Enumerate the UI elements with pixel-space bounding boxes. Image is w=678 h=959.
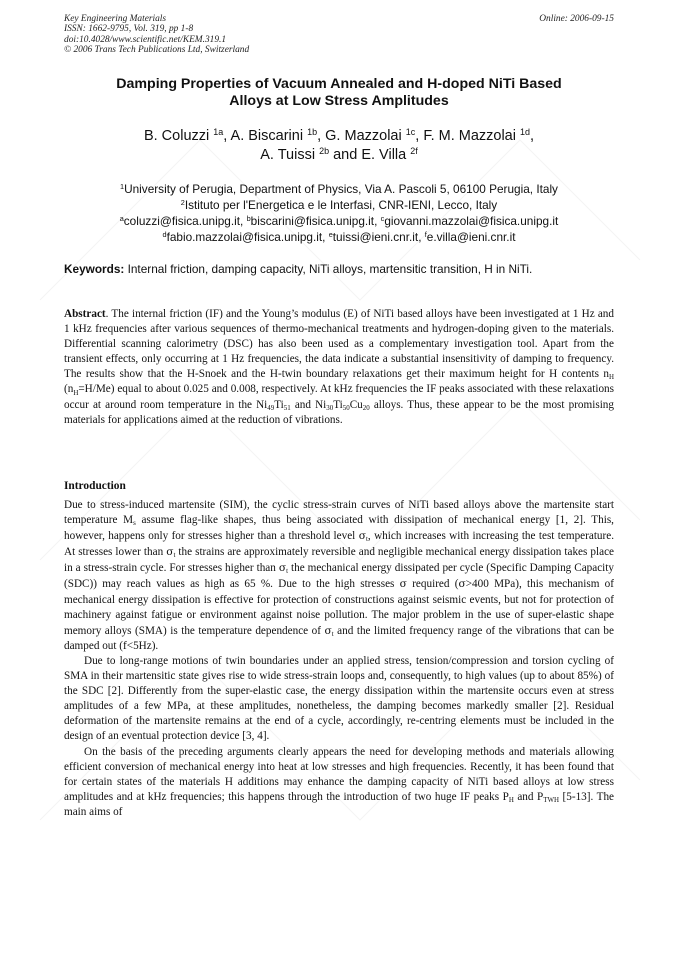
abstract-text: alloys. Thus, these appear to be the most promising materials for applications aimed at the reduction of vibrations. bbox=[64, 398, 614, 426]
subscript: t bbox=[331, 629, 334, 638]
paper-title bbox=[64, 76, 614, 110]
introduction-body bbox=[64, 498, 614, 820]
subscript: t bbox=[286, 567, 289, 576]
author-name: B. Coluzzi bbox=[143, 128, 210, 144]
email-link[interactable]: coluzzi@fisica.unipg.it bbox=[123, 214, 241, 228]
paragraph-text: [5-13]. The main aims of bbox=[64, 790, 615, 818]
journal-header bbox=[64, 14, 249, 55]
author-name: E. Villa bbox=[361, 147, 407, 163]
author-name: F. M. Mazzolai bbox=[423, 128, 516, 144]
paragraph-text: the mechanical energy dissipated per cycle (Specific Damping Capacity (SDC)) may reach values as high as 65 %. Due to the high stresses bbox=[64, 562, 614, 591]
sigma-symbol: σ bbox=[358, 529, 366, 543]
copyright-line: © 2006 Trans Tech Publications Ltd, Switzerland bbox=[64, 44, 250, 55]
online-date: Online: 2006-09-15 bbox=[539, 14, 614, 24]
paragraph-text: required ( bbox=[406, 578, 459, 591]
abstract-label: Abstract bbox=[64, 308, 106, 320]
affiliation-mark: 2 bbox=[180, 197, 185, 207]
affiliation-text: University of Perugia, Department of Physics, Via A. Pascoli 5, 06100 Perugia, Italy bbox=[124, 182, 558, 196]
author-affiliation-mark: 1a bbox=[213, 127, 224, 138]
author-affiliation-mark: 2f bbox=[410, 146, 418, 157]
abstract bbox=[64, 307, 614, 428]
subscript: TWH bbox=[543, 795, 560, 804]
author-affiliation-mark: 1b bbox=[307, 127, 318, 138]
abstract-text: and Ni bbox=[290, 398, 327, 411]
paragraph: Due to long-range motions of twin boundaries under an applied stress, tension/compression and torsion cycling of SMA in their martensitic state gives rise to wide stress-strain loops and, consequently, to high values (up to about 85%) of the SDC [2]. Differently from the super-elastic case, the energy dissipation within the martensite occurs even at stress amplitudes of a few MPa, at these amplitudes, nonetheless, the damping becomes markedly smaller [2]. Residual deformation of the martensite remains at the end of a cycle, accordingly, re-centring elements must be included in the design of an eventual protection device [3, 4]. bbox=[64, 654, 614, 743]
sigma-symbol: σ bbox=[324, 623, 332, 637]
subscript: H bbox=[508, 795, 514, 804]
author-line-2: A. Tuissi $^{2b}$ and E. Villa $^{2f}$ bbox=[260, 146, 418, 163]
subscript: 51 bbox=[283, 403, 291, 412]
abstract-text: Cu bbox=[349, 398, 363, 411]
subscript: s bbox=[133, 519, 136, 528]
subscript: 30 bbox=[326, 403, 334, 412]
author-affiliation-mark: 1d bbox=[520, 127, 531, 138]
paragraph-text: , which increases with increasing the test temperature. At stresses lower than bbox=[64, 530, 615, 559]
paragraph-text: and the limited frequency range of the vibrations that can be damped out (f<5Hz). bbox=[64, 624, 614, 652]
keywords-label: Keywords: bbox=[64, 262, 125, 276]
sigma-symbol: σ bbox=[399, 577, 407, 591]
subscript: 50 bbox=[342, 403, 350, 412]
abstract-text: (n bbox=[64, 383, 74, 396]
email-line-1: $^a$coluzzi@fisica.unipg.it, $^b$biscarini@fisica.unipg.it, $^c$giovanni.mazzolai@fisica.unipg.it bbox=[119, 213, 559, 228]
subscript: 20 bbox=[362, 403, 370, 412]
abstract-text: =H/Me) equal to about 0.025 and 0.008, respectively. At kHz frequencies the IF peaks associated with these relaxations occur at around room temperature in the Ni bbox=[64, 383, 614, 411]
keywords bbox=[64, 262, 616, 276]
affiliations bbox=[64, 181, 614, 245]
author-affiliation-mark: 2b bbox=[319, 146, 330, 157]
paragraph bbox=[64, 745, 614, 820]
email-mark: e bbox=[328, 229, 333, 239]
paragraph-text: assume flag-like shapes, thus being associated with dissipation of mechanical energy [1, 2]. This, however, happens only for stresses higher than a threshold level bbox=[64, 514, 614, 543]
abstract-text: . The internal friction (IF) and the Young’s modulus (E) of NiTi based alloys have been investigated at 1 Hz and 1 kHz frequencies after various sequences of thermo-mechanical treatments and hydrogen-doping given to the materials. Differential scanning calorimetry (DSC) has also been used as a complementary investigation tool. Apart from the transient effects, only occurring at 1 Hz frequencies, the data indicate a substantial insensitivity of damping to frequency. The results show that the H-Snoek and the H-twin boundary relaxations get their maximum height for H contents n bbox=[64, 308, 614, 381]
email-line-2: $^d$fabio.mazzolai@fisica.unipg.it, $^e$tuissi@ieni.cnr.it, $^f$e.villa@ieni.cnr.it bbox=[162, 229, 516, 244]
affiliation-1 bbox=[64, 181, 614, 197]
paragraph bbox=[64, 498, 614, 654]
author-name: A. Biscarini bbox=[230, 128, 304, 144]
email-link[interactable]: e.villa@ieni.cnr.it bbox=[426, 230, 516, 244]
email-mark: c bbox=[380, 213, 385, 223]
paragraph-text: Due to stress-induced martensite (SIM), the cyclic stress-strain curves of NiTi based alloys above the martensite start temperature M bbox=[64, 499, 614, 527]
author-name: G. Mazzolai bbox=[325, 128, 402, 144]
sigma-symbol: σ bbox=[458, 577, 466, 591]
affiliation-2 bbox=[64, 197, 614, 213]
subscript: t bbox=[365, 535, 368, 544]
keywords-text: Internal friction, damping capacity, NiTi alloys, martensitic transition, H in NiTi. bbox=[127, 262, 533, 276]
author-list bbox=[64, 127, 614, 165]
subscript: 49 bbox=[267, 403, 275, 412]
email-mark: d bbox=[162, 229, 167, 239]
affiliation-mark: 1 bbox=[120, 181, 125, 191]
issn-line: ISSN: 1662-9795, Vol. 319, pp 1-8 bbox=[64, 24, 194, 35]
paragraph-text: the strains are approximately reversible and negligible mechanical energy dissipation takes place in a stress-strain cycle. For stresses higher than bbox=[64, 546, 614, 575]
abstract-text: Ti bbox=[274, 398, 284, 411]
email-link[interactable]: giovanni.mazzolai@fisica.unipg.it bbox=[384, 214, 559, 228]
abstract-text: Ti bbox=[333, 398, 343, 411]
subscript: t bbox=[173, 551, 176, 560]
email-link[interactable]: biscarini@fisica.unipg.it bbox=[250, 214, 375, 228]
email-link[interactable]: tuissi@ieni.cnr.it bbox=[332, 230, 419, 244]
title-line-2: Alloys at Low Stress Amplitudes bbox=[229, 93, 449, 109]
subscript: H bbox=[73, 388, 79, 397]
paragraph-text: and P bbox=[513, 790, 544, 803]
paragraph-text: >400 MPa), this mechanism of mechanical energy dissipation is effective for protection of constructions against seismic events, but not for protection of machinery against fatigue or environment against noise pollution. The major problem in the use of super-elastic shape memory alloys (SMA) is the temperature dependence of bbox=[64, 578, 615, 637]
author-line-1: B. Coluzzi $^{1a}$, A. Biscarini $^{1b}$, G. Mazzolai $^{1c}$, F. M. Mazzolai $^{1d}$, bbox=[143, 127, 535, 144]
doi-line[interactable]: doi:10.4028/www.scientific.net/KEM.319.1 bbox=[64, 34, 227, 45]
affiliation-text: Istituto per l'Energetica e le Interfasi, CNR-IENI, Lecco, Italy bbox=[184, 198, 498, 212]
author-name: A. Tuissi bbox=[260, 147, 316, 163]
title-line-1: Damping Properties of Vacuum Annealed and H-doped NiTi Based bbox=[116, 76, 562, 92]
email-mark: b bbox=[246, 213, 251, 223]
email-mark: f bbox=[424, 229, 427, 239]
paragraph-text: On the basis of the preceding arguments clearly appears the need for developing methods and materials allowing efficient conversion of mechanical energy into heat at low stresses and high frequencies. Recently, it has been found that for certain states of the materials H additions may enhance the damping capacity of NiTi based alloys at low stress amplitudes and at kHz frequencies; this happens through the introduction of two huge IF peaks P bbox=[64, 745, 614, 803]
sigma-symbol: σ bbox=[278, 561, 287, 575]
section-heading-introduction: Introduction bbox=[64, 480, 126, 492]
email-mark: a bbox=[119, 213, 124, 223]
journal-name: Key Engineering Materials bbox=[64, 14, 167, 24]
author-affiliation-mark: 1c bbox=[405, 127, 416, 138]
subscript: H bbox=[608, 373, 614, 382]
email-link[interactable]: fabio.mazzolai@fisica.unipg.it bbox=[166, 230, 323, 244]
sigma-symbol: σ bbox=[166, 545, 174, 559]
